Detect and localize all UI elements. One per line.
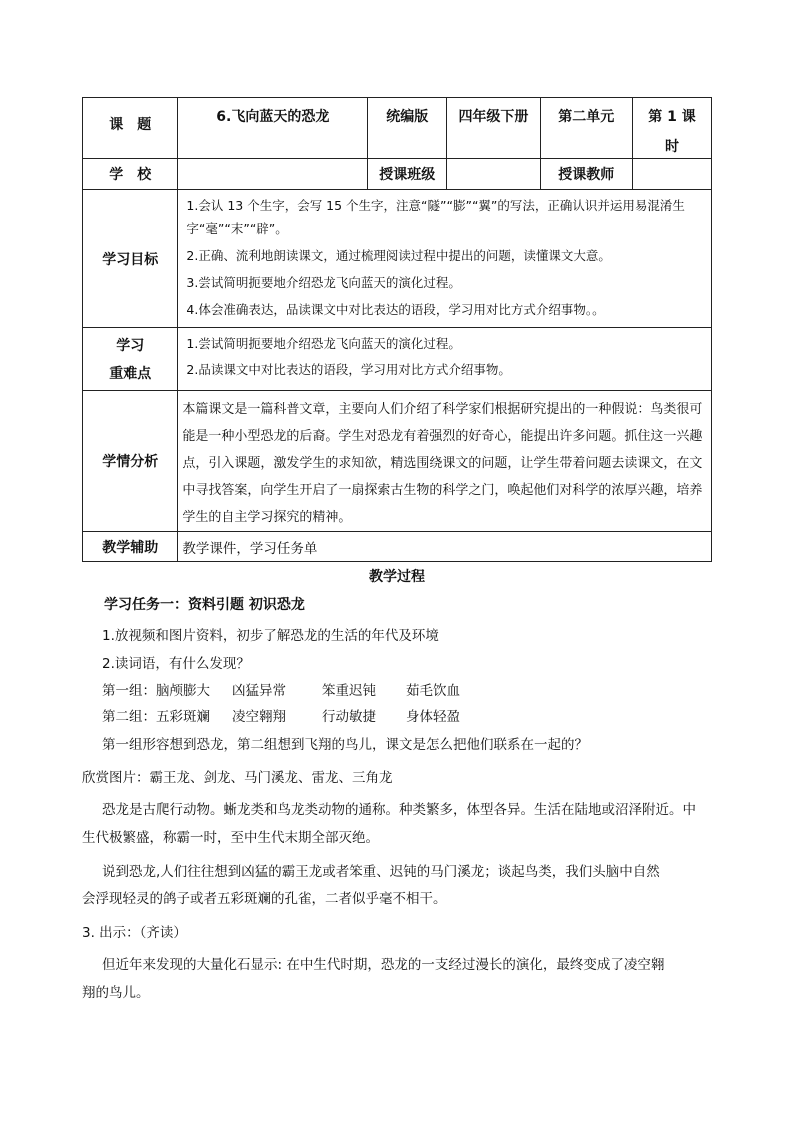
goal-item: 1.会认 13 个生字，会写 15 个生字，注意“隧”“膨”“翼”的写法，正确认识并运用易混淆生字“毫”“末”“辟”。 xyxy=(186,198,685,236)
class-label: 授课班级 xyxy=(368,159,447,190)
paragraph-line: 恐龙是古爬行动物。蜥龙类和鸟龙类动物的通称。种类繁多，体型各异。生活在陆地或沼泽附近。中 xyxy=(102,802,696,818)
word-group-1 xyxy=(102,679,460,699)
key-points-content xyxy=(178,328,712,391)
table-row xyxy=(83,328,712,391)
goals-label: 学习目标 xyxy=(83,190,178,328)
teacher-label: 授课教师 xyxy=(540,159,632,190)
teacher-value xyxy=(632,159,711,190)
group-label: 第二组： xyxy=(102,709,156,725)
topic-label: 课 题 xyxy=(83,98,178,159)
paragraph-line: 翔的鸟儿。 xyxy=(82,985,150,1001)
word-group-2 xyxy=(102,705,460,725)
task-heading: 学习任务一：资料引题 初识恐龙 xyxy=(104,597,305,613)
word-item: 行动敏捷 xyxy=(322,709,376,725)
lesson-count: 第 1 课 时 xyxy=(632,98,711,159)
question-line: 第一组形容想到恐龙，第二组想到飞翔的鸟儿，课文是怎么把他们联系在一起的？ xyxy=(102,737,588,753)
paragraph-line: 生代极繁盛，称霸一时，至中生代末期全部灭绝。 xyxy=(82,830,379,846)
key-point-item: 1.尝试简明扼要地介绍恐龙飞向蓝天的演化过程。 xyxy=(186,336,461,351)
analysis-label: 学情分析 xyxy=(83,391,178,532)
step-3: 3. 出示：（齐读） xyxy=(82,925,187,941)
word-item: 脑颅膨大 xyxy=(156,683,210,699)
process-heading: 教学过程 xyxy=(369,569,425,585)
edition: 统编版 xyxy=(368,98,447,159)
word-item: 凶猛异常 xyxy=(232,683,286,699)
goal-item: 2.正确、流利地朗读课文，通过梳理阅读过程中提出的问题，读懂课文大意。 xyxy=(186,248,611,263)
key-point-item: 2.品读课文中对比表达的语段，学习用对比方式介绍事物。 xyxy=(186,362,511,377)
word-item: 五彩斑斓 xyxy=(156,709,210,725)
table-row xyxy=(83,159,712,190)
goal-item: 4.体会准确表达，品读课文中对比表达的语段，学习用对比方式介绍事物。。 xyxy=(186,302,605,317)
word-item: 凌空翱翔 xyxy=(232,709,286,725)
lesson-info-table xyxy=(82,97,712,562)
table-row xyxy=(83,190,712,328)
key-points-label: 学习 重难点 xyxy=(83,328,178,391)
unit: 第二单元 xyxy=(540,98,632,159)
class-value xyxy=(447,159,540,190)
paragraph-line: 说到恐龙,人们往往想到凶猛的霸王龙或者笨重、迟钝的马门溪龙；谈起鸟类，我们头脑中自然 xyxy=(102,864,660,880)
grade: 四年级下册 xyxy=(447,98,540,159)
appreciate-line: 欣赏图片：霸王龙、剑龙、马门溪龙、雷龙、三角龙 xyxy=(82,770,393,786)
table-row xyxy=(83,98,712,159)
goals-content xyxy=(178,190,712,328)
word-item: 茹毛饮血 xyxy=(406,683,460,699)
school-value xyxy=(178,159,368,190)
aids-content: 教学课件，学习任务单 xyxy=(178,532,712,562)
step-2: 2.读词语，有什么发现？ xyxy=(102,656,250,672)
analysis-content: 本篇课文是一篇科普文章，主要向人们介绍了科学家们根据研究提出的一种假说：鸟类很可能是一种小型恐龙的后裔。学生对恐龙有着强烈的好奇心，能提出许多问题。抓住这一兴趣点，引入课题，激发学生的求知欲，精选围绕课文的问题，让学生带着问题去读课文，在文中寻找答案，向学生开启了一扇探索古生物的科学之门，唤起他们对科学的浓厚兴趣，培养学生的自主学习探究的精神。 xyxy=(178,391,712,532)
paragraph-line: 但近年来发现的大量化石显示: 在中生代时期，恐龙的一支经过漫长的演化，最终变成了凌空翱 xyxy=(102,957,665,973)
table-row xyxy=(83,532,712,562)
group-label: 第一组： xyxy=(102,683,156,699)
goal-item: 3.尝试简明扼要地介绍恐龙飞向蓝天的演化过程。 xyxy=(186,275,461,290)
step-1: 1.放视频和图片资料，初步了解恐龙的生活的年代及环境 xyxy=(102,628,439,644)
paragraph-line: 会浮现轻灵的鸽子或者五彩斑斓的孔雀，二者似乎毫不相干。 xyxy=(82,891,447,907)
school-label: 学 校 xyxy=(83,159,178,190)
lesson-title: 6.飞向蓝天的恐龙 xyxy=(178,98,368,159)
aids-label: 教学辅助 xyxy=(83,532,178,562)
word-item: 身体轻盈 xyxy=(406,709,460,725)
word-item: 笨重迟钝 xyxy=(322,683,376,699)
table-row xyxy=(83,391,712,532)
